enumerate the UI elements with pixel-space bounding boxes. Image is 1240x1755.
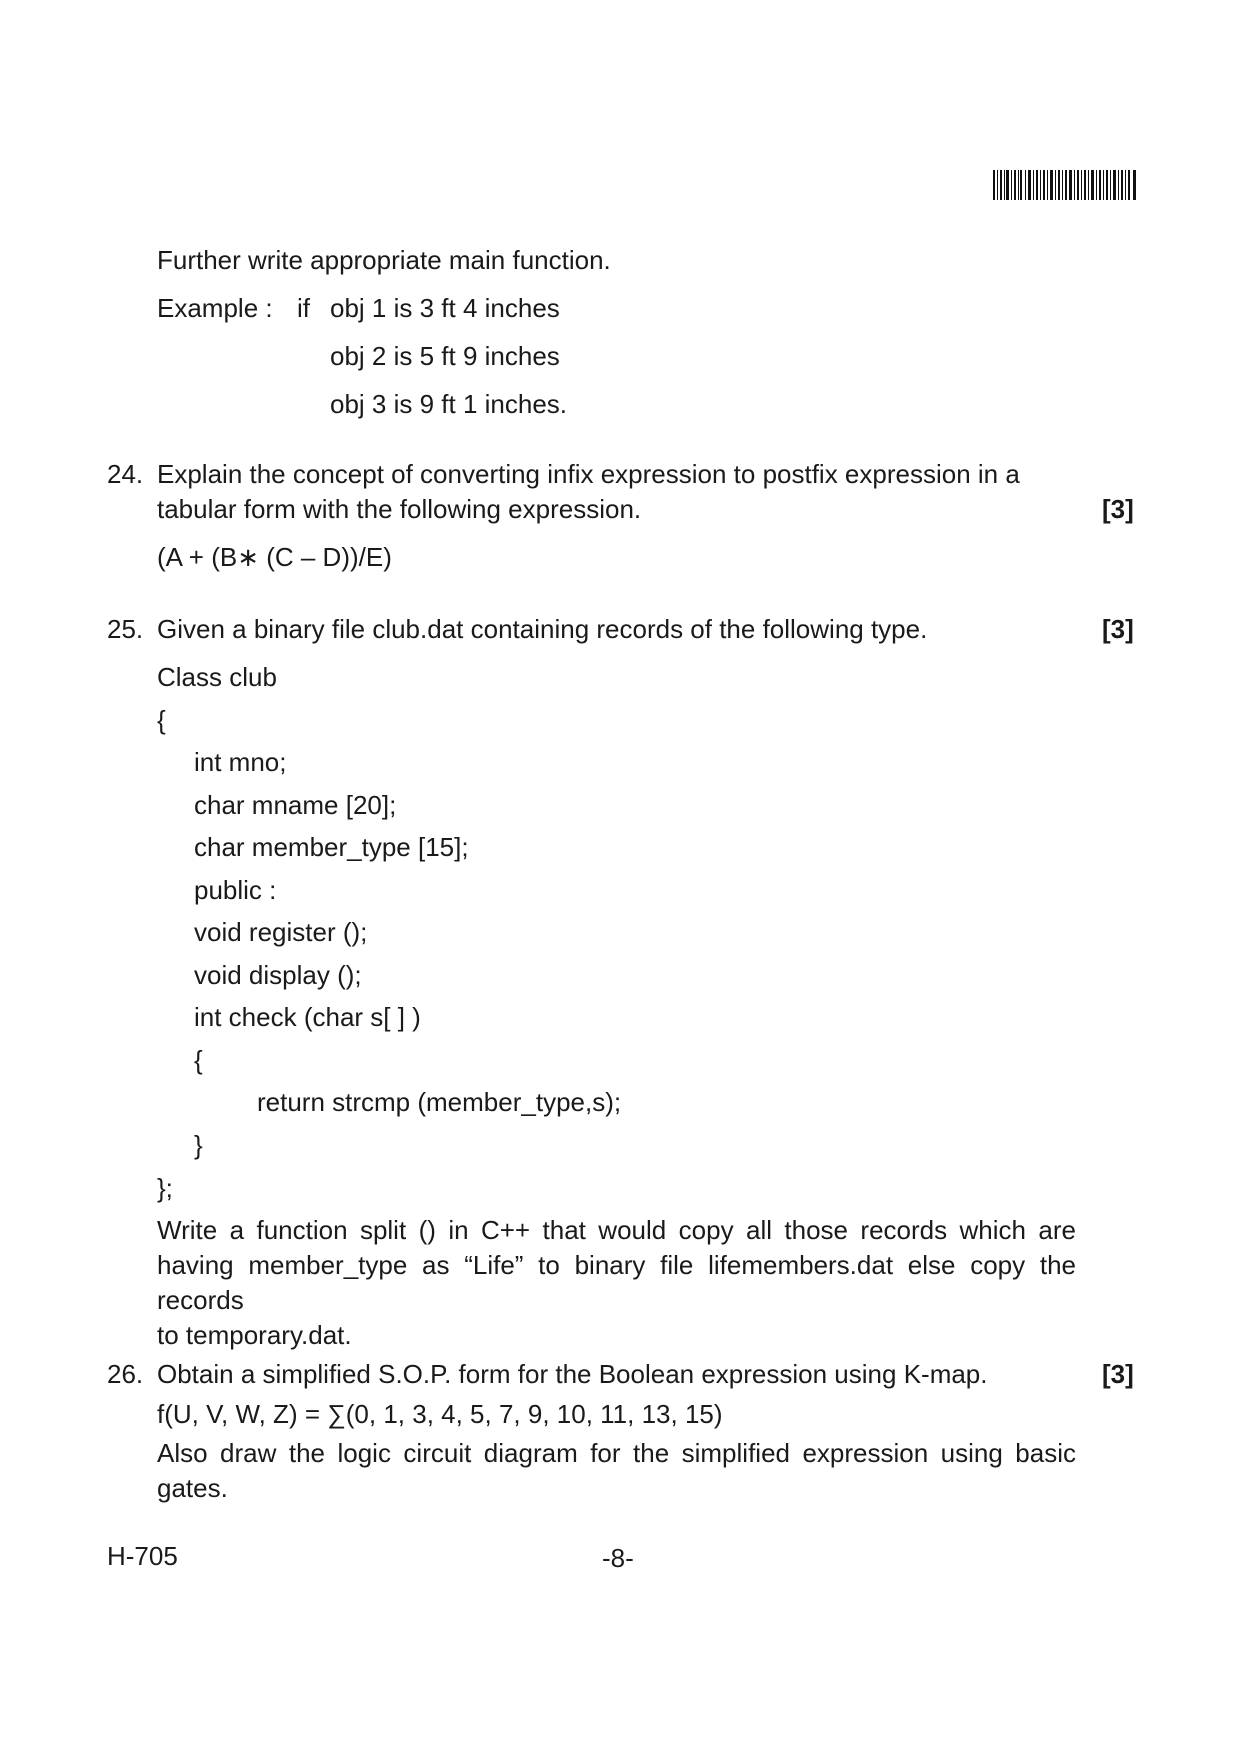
code-line: int mno; (194, 747, 287, 777)
barcode-icon (993, 170, 1136, 200)
q25-task-line: Write a function split () in C++ that would copy all those records which are (157, 1215, 1076, 1245)
code-line: int check (char s[ ] ) (194, 1002, 421, 1032)
q24-text-line1: Explain the concept of converting infix expression to postfix expression in a (157, 459, 1020, 489)
q24-marks: [3] (1102, 494, 1134, 524)
q26-task-line: gates. (157, 1473, 228, 1503)
q26-marks: [3] (1102, 1359, 1134, 1389)
code-line: char mname [20]; (194, 790, 397, 820)
q26-task-paragraph (157, 1436, 1076, 1506)
example-obj2: obj 2 is 5 ft 9 inches (330, 341, 560, 371)
footer-code: H-705 (107, 1541, 178, 1571)
q24-expression: (A + (B∗ (C – D))/E) (157, 542, 392, 572)
question-number: 26. (107, 1359, 144, 1389)
q25-text: Given a binary file club.dat containing records of the following type. (157, 614, 928, 644)
code-line: public : (194, 875, 277, 905)
question-number: 25. (107, 614, 144, 644)
q25-task-paragraph (157, 1213, 1076, 1353)
q25-task-line: having member_type as “Life” to binary file lifemembers.dat else copy the records (157, 1250, 1076, 1315)
code-line: char member_type [15]; (194, 832, 469, 862)
q25-marks: [3] (1102, 614, 1134, 644)
question-number: 24. (107, 459, 144, 489)
example-label: Example : (157, 293, 273, 323)
code-line: }; (157, 1173, 173, 1203)
q26-text: Obtain a simplified S.O.P. form for the Boolean expression using K-map. (157, 1359, 988, 1389)
code-line: return strcmp (member_type,s); (257, 1087, 622, 1117)
example-obj3: obj 3 is 9 ft 1 inches. (330, 389, 568, 419)
example-obj1: obj 1 is 3 ft 4 inches (330, 293, 560, 323)
q26-task-line: Also draw the logic circuit diagram for the simplified expression using basic (157, 1438, 1076, 1468)
q24-text-line2: tabular form with the following expression. (157, 494, 642, 524)
page-number: -8- (602, 1543, 634, 1573)
code-line: } (194, 1130, 203, 1160)
code-line: Class club (157, 662, 277, 692)
q26-function: f(U, V, W, Z) = ∑(0, 1, 3, 4, 5, 7, 9, 10, 11, 13, 15) (157, 1399, 723, 1429)
code-line: { (194, 1045, 203, 1075)
code-line: void register (); (194, 917, 368, 947)
q25-task-line: to temporary.dat. (157, 1320, 352, 1350)
example-if: if (297, 293, 310, 323)
code-line: { (157, 705, 166, 735)
intro-line: Further write appropriate main function. (157, 245, 611, 275)
code-line: void display (); (194, 960, 362, 990)
